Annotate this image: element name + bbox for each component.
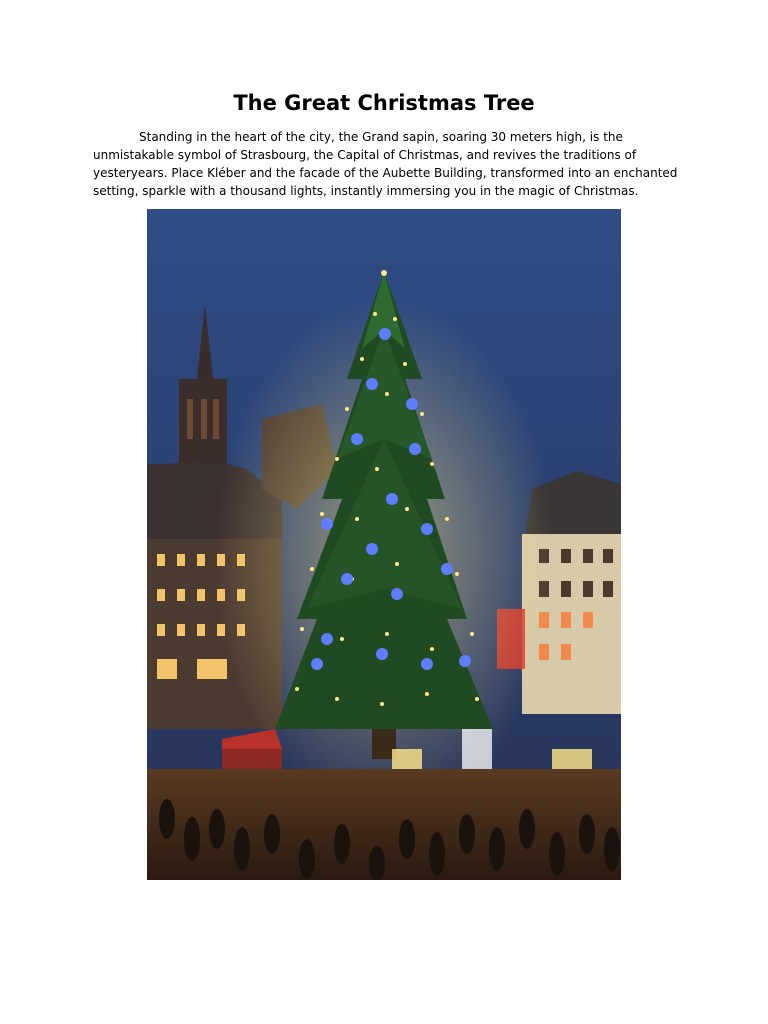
page-title: The Great Christmas Tree — [233, 91, 535, 115]
christmas-tree-photo — [147, 209, 621, 880]
body-paragraph: Standing in the heart of the city, the Grand sapin, soaring 30 meters high, is the unmistakable symbol of Strasbourg, the Capital of Christmas, and revives the traditions of yesteryears. Place Kléber and the facade of the Aubette Building, transformed into an enchanted setting, sparkle with a thousand lights, instantly immersing you in the magic of Christmas. — [93, 130, 678, 198]
